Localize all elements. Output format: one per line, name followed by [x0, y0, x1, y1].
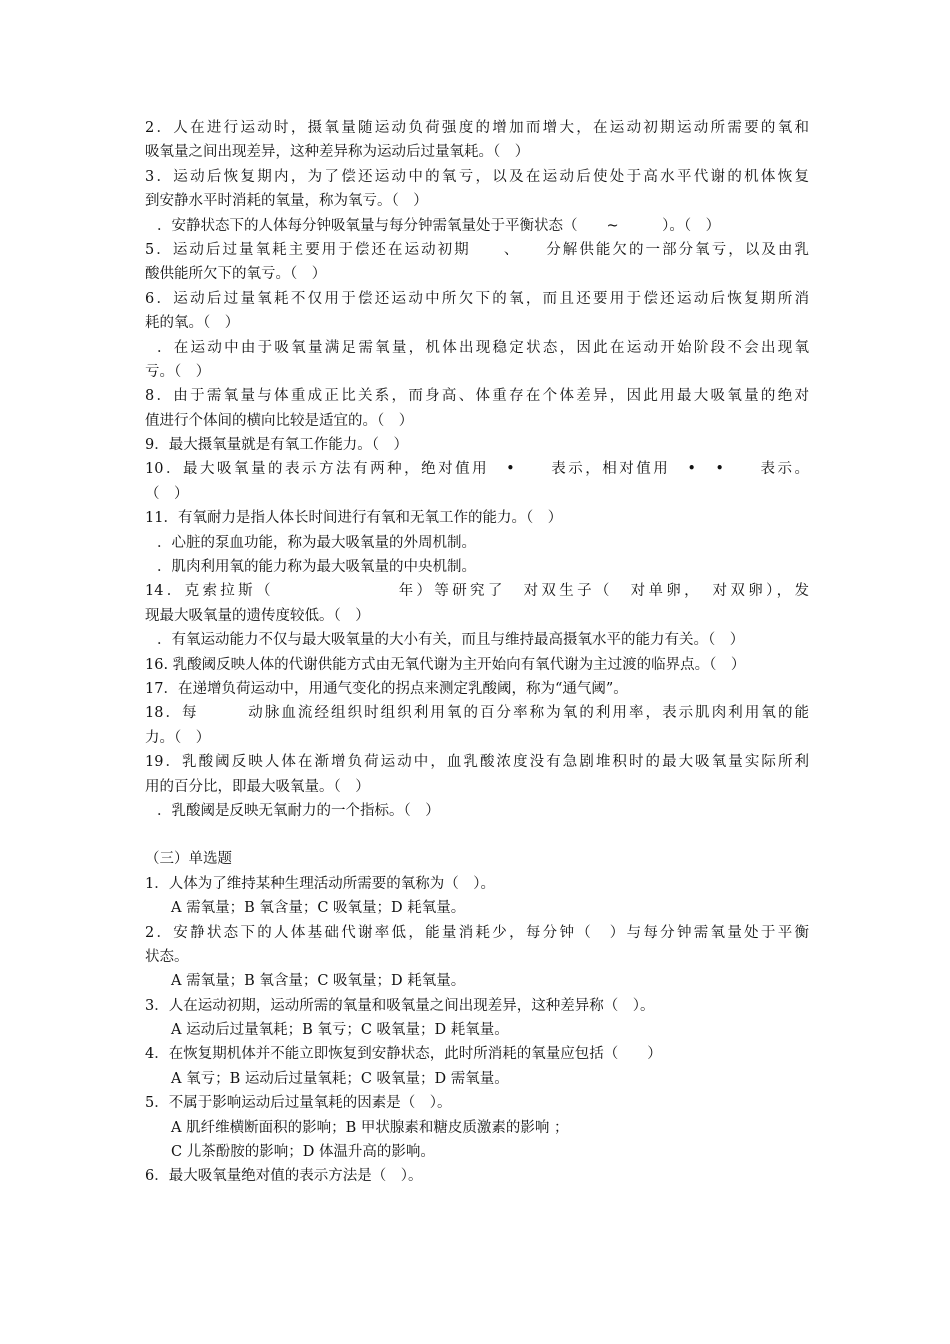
question-line: 17．在递增负荷运动中，用通气变化的拐点来测定乳酸阈，称为“通气阈”。 — [145, 680, 628, 697]
question-line: 亏。（ ） — [145, 363, 211, 380]
single-choice-item — [145, 921, 809, 994]
question-stem: 5．不属于影响运动后过量氧耗的因素是（ ）。 — [145, 1095, 452, 1112]
question-line: ．乳酸阈是反映无氧耐力的一个指标。（ ） — [157, 802, 440, 819]
judgement-item — [145, 238, 809, 287]
question-line: 11．有氧耐力是指人体长时间进行有氧和无氧工作的能力。（ ） — [145, 510, 563, 527]
question-line: 18．每 动脉血流经组织时组织利用氧的百分率称为氧的利用率，表示肌肉利用氧的能 — [145, 705, 809, 722]
question-line: ．安静状态下的人体每分钟吸氧量与每分钟需氧量处于平衡状态（ ~ ）。（ ） — [157, 217, 721, 234]
question-line: 吸氧量之间出现差异，这种差异称为运动后过量氧耗。（ ） — [145, 144, 530, 161]
judgement-item — [145, 750, 809, 799]
question-line: 用的百分比，即最大吸氧量。（ ） — [145, 778, 370, 795]
question-line: 16. 乳酸阈反映人体的代谢供能方式由无氧代谢为主开始向有氧代谢为主过渡的临界点。（ ） — [145, 656, 746, 673]
judgement-questions — [145, 116, 809, 823]
question-line: 力。（ ） — [145, 729, 211, 746]
judgement-item — [145, 116, 809, 165]
question-line: 现最大吸氧量的遗传度较低。（ ） — [145, 607, 370, 624]
question-line: ．肌肉利用氧的能力称为最大吸氧量的中央机制。 — [157, 559, 476, 576]
question-stem: 状态。 — [145, 948, 189, 965]
judgement-item — [145, 677, 809, 701]
question-stem: 1．人体为了维持某种生理活动所需要的氧称为（ ）。 — [145, 875, 495, 892]
question-line: 10．最大吸氧量的表示方法有两种，绝对值用 • 表示，相对值用 • • 表示。 — [145, 461, 809, 478]
question-line: 到安静水平时消耗的氧量，称为氧亏。（ ） — [145, 193, 428, 210]
question-stem: 2．安静状态下的人体基础代谢率低，能量消耗少，每分钟（ ）与每分钟需氧量处于平衡 — [145, 924, 809, 941]
question-line: 19．乳酸阈反映人体在渐增负荷运动中，血乳酸浓度没有急剧堆积时的最大吸氧量实际所利 — [145, 754, 809, 771]
question-stem: 6．最大吸氧量绝对值的表示方法是（ ）。 — [145, 1168, 423, 1185]
judgement-item — [145, 628, 809, 652]
judgement-item — [145, 384, 809, 433]
question-line: 5．运动后过量氧耗主要用于偿还在运动初期 、 分解供能欠的一部分氧亏，以及由乳 — [145, 241, 809, 258]
judgement-item — [145, 531, 809, 555]
question-line: 值进行个体间的横向比较是适宜的。（ ） — [145, 412, 414, 429]
question-line: ．在运动中由于吸氧量满足需氧量，机体出现稳定状态，因此在运动开始阶段不会出现氧 — [157, 339, 809, 356]
judgement-item — [145, 214, 809, 238]
question-line: 2．人在进行运动时，摄氧量随运动负荷强度的增加而增大，在运动初期运动所需要的氧和 — [145, 120, 809, 136]
single-choice-questions — [145, 872, 809, 1189]
question-line: 9．最大摄氧量就是有氧工作能力。（ ） — [145, 437, 408, 454]
question-line: （ ） — [145, 485, 189, 502]
judgement-item — [145, 336, 809, 385]
question-line: ．心脏的泵血功能，称为最大吸氧量的外周机制。 — [157, 534, 476, 551]
judgement-item — [145, 287, 809, 336]
answer-options: A 需氧量；B 氧含量；C 吸氧量；D 耗氧量。 — [171, 900, 466, 917]
section-spacer — [145, 823, 809, 847]
question-line: 酸供能所欠下的氧亏。（ ） — [145, 266, 327, 283]
question-stem: 4．在恢复期机体并不能立即恢复到安静状态，此时所消耗的氧量应包括（ ） — [145, 1046, 662, 1063]
question-stem: 3．人在运动初期，运动所需的氧量和吸氧量之间出现差异，这种差异称（ ）。 — [145, 997, 655, 1014]
document-page — [145, 116, 809, 1189]
judgement-item — [145, 701, 809, 750]
judgement-item — [145, 579, 809, 628]
judgement-item — [145, 433, 809, 457]
section-title: （三）单选题 — [145, 851, 232, 868]
answer-options: C 儿茶酚胺的影响；D 体温升高的影响。 — [171, 1144, 435, 1161]
answer-options: A 肌纤维横断面积的影响；B 甲状腺素和糖皮质激素的影响 ； — [171, 1119, 569, 1136]
single-choice-item — [145, 1042, 809, 1091]
single-choice-item — [145, 1164, 809, 1188]
single-choice-item — [145, 1091, 809, 1164]
judgement-item — [145, 457, 809, 506]
question-line: 14．克索拉斯（ 年）等研究了 对双生子（ 对单卵， 对双卵），发 — [145, 583, 809, 600]
judgement-item — [145, 799, 809, 823]
judgement-item — [145, 165, 809, 214]
single-choice-item — [145, 994, 809, 1043]
question-line: ．有氧运动能力不仅与最大吸氧量的大小有关，而且与维持最高摄氧水平的能力有关。（ ） — [157, 632, 745, 649]
judgement-item — [145, 506, 809, 530]
judgement-item — [145, 555, 809, 579]
judgement-item — [145, 653, 809, 677]
answer-options: A 需氧量；B 氧含量；C 吸氧量；D 耗氧量。 — [171, 973, 466, 990]
single-choice-item — [145, 872, 809, 921]
question-line: 耗的氧。（ ） — [145, 315, 240, 332]
answer-options: A 运动后过量氧耗；B 氧亏；C 吸氧量；D 耗氧量。 — [171, 1022, 509, 1039]
question-line: 3．运动后恢复期内，为了偿还运动中的氧亏，以及在运动后使处于高水平代谢的机体恢复 — [145, 168, 809, 185]
question-line: 6．运动后过量氧耗不仅用于偿还运动中所欠下的氧，而且还要用于偿还运动后恢复期所消 — [145, 290, 809, 307]
answer-options: A 氧亏；B 运动后过量氧耗；C 吸氧量；D 需氧量。 — [171, 1070, 509, 1087]
question-line: 8．由于需氧量与体重成正比关系，而身高、体重存在个体差异，因此用最大吸氧量的绝对 — [145, 388, 809, 405]
